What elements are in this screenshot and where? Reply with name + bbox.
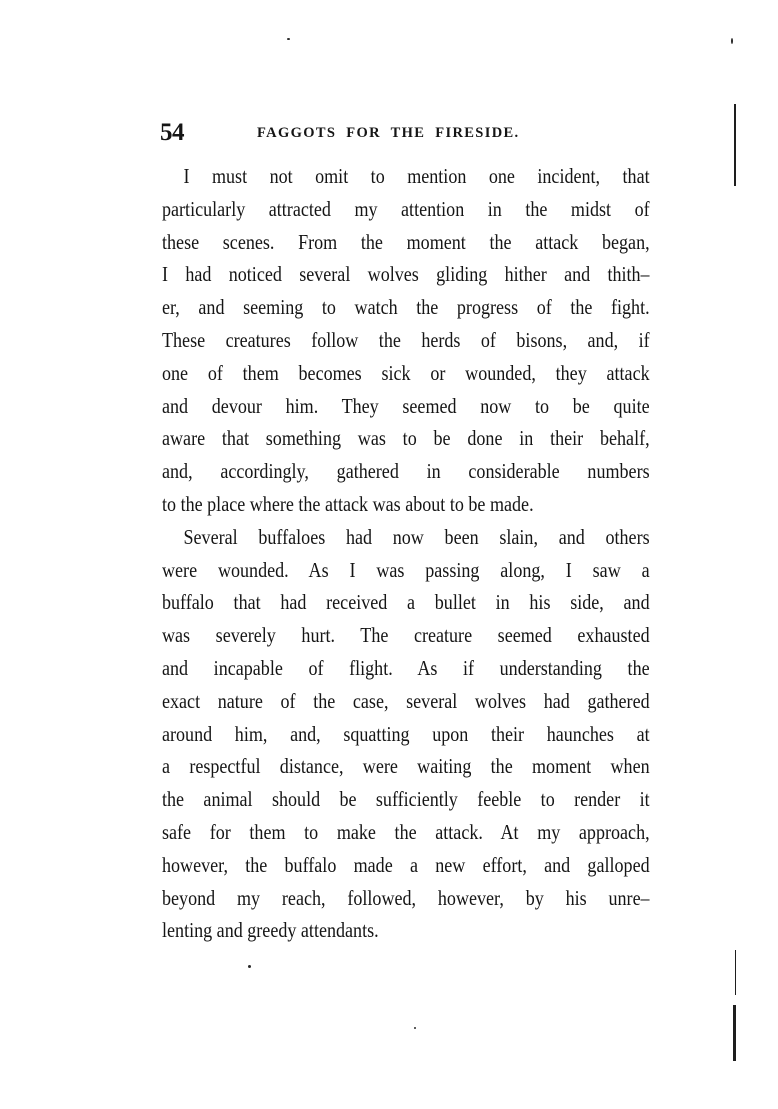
text-line: however, the buffalo made a new effort, and galloped [162,852,650,877]
page-header [160,119,660,147]
running-head: FAGGOTS FOR THE FIRESIDE. [257,125,520,141]
text-line: and devour him. They seemed now to be quite [162,393,650,418]
text-line: lenting and greedy attendants. [162,918,379,943]
text-line: buffalo that had received a bullet in his side, and [162,590,650,615]
text-line: I must not omit to mention one incident, that [183,164,650,188]
text-line: and, accordingly, gathered in considerable numbers [162,459,650,484]
text-line: exact nature of the case, several wolves had gathered [162,688,650,713]
text-line: around him, and, squatting upon their haunches at [162,721,650,746]
scan-speck [731,38,733,44]
scan-speck [248,965,251,968]
page-number: 54 [160,119,184,146]
text-line: a respectful distance, were waiting the moment when [162,754,650,779]
text-line: particularly attracted my attention in the midst of [162,196,650,221]
text-line: aware that something was to be done in their behalf, [162,426,650,451]
text-line: these scenes. From the moment the attack began, [162,229,650,254]
body-text [162,160,650,947]
text-line: to the place where the attack was about to be made. [162,491,534,516]
text-line: and incapable of flight. As if understanding the [162,655,650,680]
page-edge-mark [735,950,736,995]
text-line: the animal should be sufficiently feeble to render it [162,787,650,812]
text-line: beyond my reach, followed, however, by his unre– [162,885,650,910]
text-line: I had noticed several wolves gliding hither and thith– [162,262,650,287]
text-line: was severely hurt. The creature seemed exhausted [162,623,650,648]
text-line: were wounded. As I was passing along, I saw a [162,557,650,582]
scan-speck [287,38,290,40]
page-edge-mark [734,104,736,186]
scan-speck [414,1027,416,1029]
text-line: er, and seeming to watch the progress of the fight. [162,295,650,320]
text-line: one of them becomes sick or wounded, they attack [162,360,650,385]
text-line: Several buffaloes had now been slain, and others [183,524,650,549]
text-line: safe for them to make the attack. At my approach, [162,819,650,844]
text-line: These creatures follow the herds of bisons, and, if [162,327,650,352]
page-edge-mark [733,1005,736,1061]
